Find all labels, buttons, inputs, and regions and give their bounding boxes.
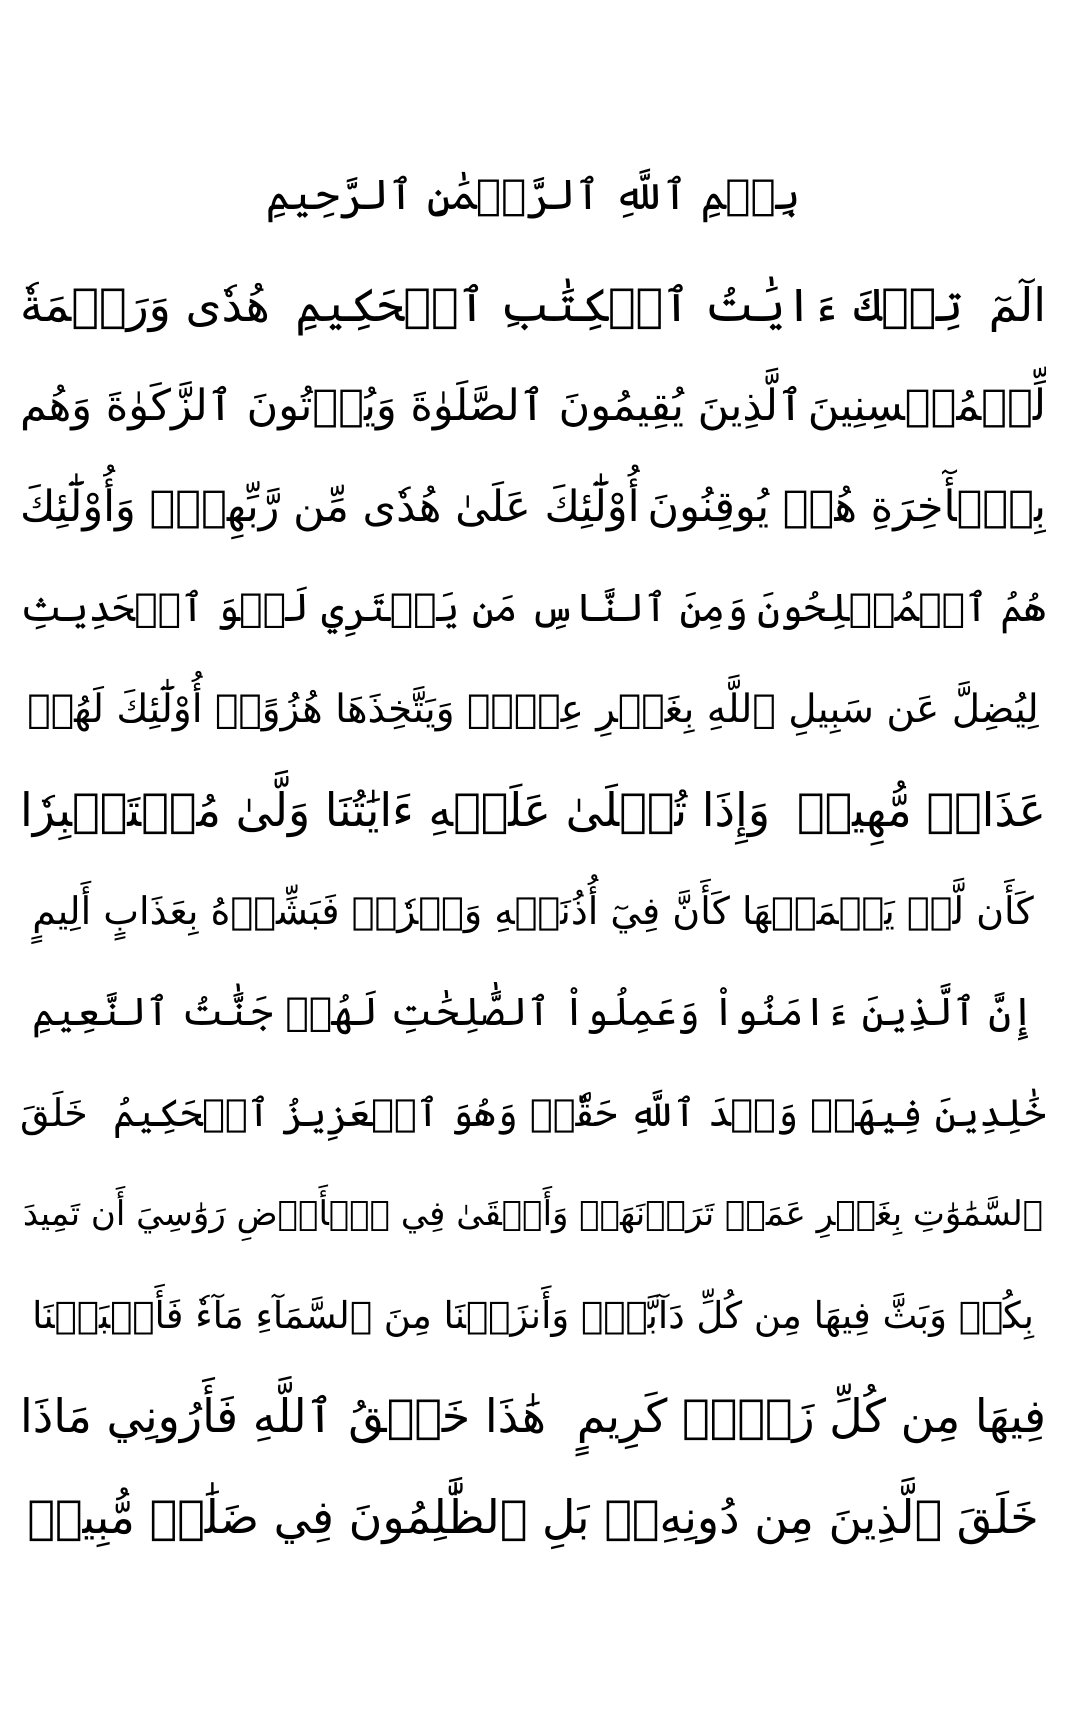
- verse-line: [20, 659, 1046, 760]
- verse-line: [20, 457, 1046, 558]
- verse-segment: عَذَابٞ مُّهِينٞ: [796, 783, 1046, 837]
- verse-segment: إِنَّ ٱلَّذِينَ ءَامَنُواْ وَعَمِلُواْ ٱلصَّٰلِحَٰتِ لَهُمۡ جَنَّٰتُ ٱلنَّعِيمِ: [32, 990, 1034, 1035]
- verse-segment: ٱلَّذِينَ يُقِيمُونَ ٱلصَّلَوٰةَ وَيُؤۡتُونَ ٱلزَّكَوٰةَ وَهُم: [20, 381, 804, 431]
- verse-segment: خَلَقَ ٱلَّذِينَ مِن دُونِهِۦۚ بَلِ ٱلظَّٰلِمُونَ فِي ضَلَٰلٖ مُّبِينٖ: [27, 1490, 1039, 1544]
- basmala: بِسۡمِ ٱللَّهِ ٱلرَّحۡمَٰنِ ٱلرَّحِيمِ: [265, 170, 801, 219]
- verse-line: [20, 861, 1046, 962]
- verse-segment: وَمِنَ ٱلنَّاسِ مَن يَشۡتَرِي لَهۡوَ ٱلۡحَدِيثِ: [20, 586, 748, 631]
- verse-line: [20, 760, 1046, 861]
- verse-segment: لِيُضِلَّ عَن سَبِيلِ ٱللَّهِ بِغَيۡرِ عِلۡمٖ وَيَتَّخِذَهَا هُزُوًاۚ أُوْلَٰٓئِكَ لَهُمۡ: [27, 687, 1039, 732]
- verse-line: [20, 962, 1046, 1063]
- verse-segment: بِكُمۡ وَبَثَّ فِيهَا مِن كُلِّ دَآبَّةٖۚ وَأَنزَلۡنَا مِنَ ٱلسَّمَآءِ مَآءٗ فَأَنۢبَتۡنَا: [32, 1294, 1034, 1337]
- verse-segment: خَٰلِدِينَ فِيهَاۖ وَعۡدَ ٱللَّهِ حَقّٗاۚ وَهُوَ ٱلۡعَزِيزُ ٱلۡحَكِيمُ: [113, 1091, 1046, 1135]
- verse-line: [20, 558, 1046, 659]
- verse-line: [20, 1366, 1046, 1467]
- verse-segment: أُوْلَٰٓئِكَ عَلَىٰ هُدٗى مِّن رَّبِّهِمۡۖ وَأُوْلَٰٓئِكَ: [20, 482, 640, 532]
- verse-segment: هُدٗى وَرَحۡمَةٗ: [20, 278, 270, 332]
- verse-segment: لِّلۡمُحۡسِنِينَ: [807, 381, 1046, 431]
- verse-line: [20, 1164, 1046, 1265]
- verse-line: [20, 255, 1046, 356]
- verse-segment: بِٱلۡأٓخِرَةِ هُمۡ يُوقِنُونَ: [647, 482, 1046, 532]
- verse-segment: ٱلسَّمَٰوَٰتِ بِغَيۡرِ عَمَدٖ تَرَوۡنَهَاۖ وَأَلۡقَىٰ فِي ٱلۡأَرۡضِ رَوَٰسِيَ أَن تَمِيدَ: [22, 1194, 1044, 1234]
- verse-segment: فِيهَا مِن كُلِّ زَوۡجٖ كَرِيمٍ: [576, 1389, 1046, 1443]
- verse-line: [20, 356, 1046, 457]
- verse-segment: كَأَن لَّمۡ يَسۡمَعۡهَا كَأَنَّ فِيٓ أُذُنَيۡهِ وَقۡرٗاۖ فَبَشِّرۡهُ بِعَذَابٍ أَلِيمٍ: [32, 889, 1034, 933]
- verse-line: [20, 1467, 1046, 1568]
- verse-lines: [20, 255, 1046, 1568]
- verse-segment: خَلَقَ: [20, 1091, 88, 1135]
- verse-segment: وَإِذَا تُتۡلَىٰ عَلَيۡهِ ءَايَٰتُنَا وَلَّىٰ مُسۡتَكۡبِرٗا: [20, 783, 771, 837]
- verse-segment: هَٰذَا خَلۡقُ ٱللَّهِ فَأَرُونِي مَاذَا: [20, 1389, 547, 1443]
- verse-segment: الٓمٓ: [988, 278, 1046, 332]
- verse-segment: هُمُ ٱلۡمُفۡلِحُونَ: [757, 586, 1046, 631]
- verse-line: [20, 1063, 1046, 1164]
- verse-segment: تِلۡكَ ءَايَٰتُ ٱلۡكِتَٰبِ ٱلۡحَكِيمِ: [295, 278, 964, 332]
- verse-line: [20, 1265, 1046, 1366]
